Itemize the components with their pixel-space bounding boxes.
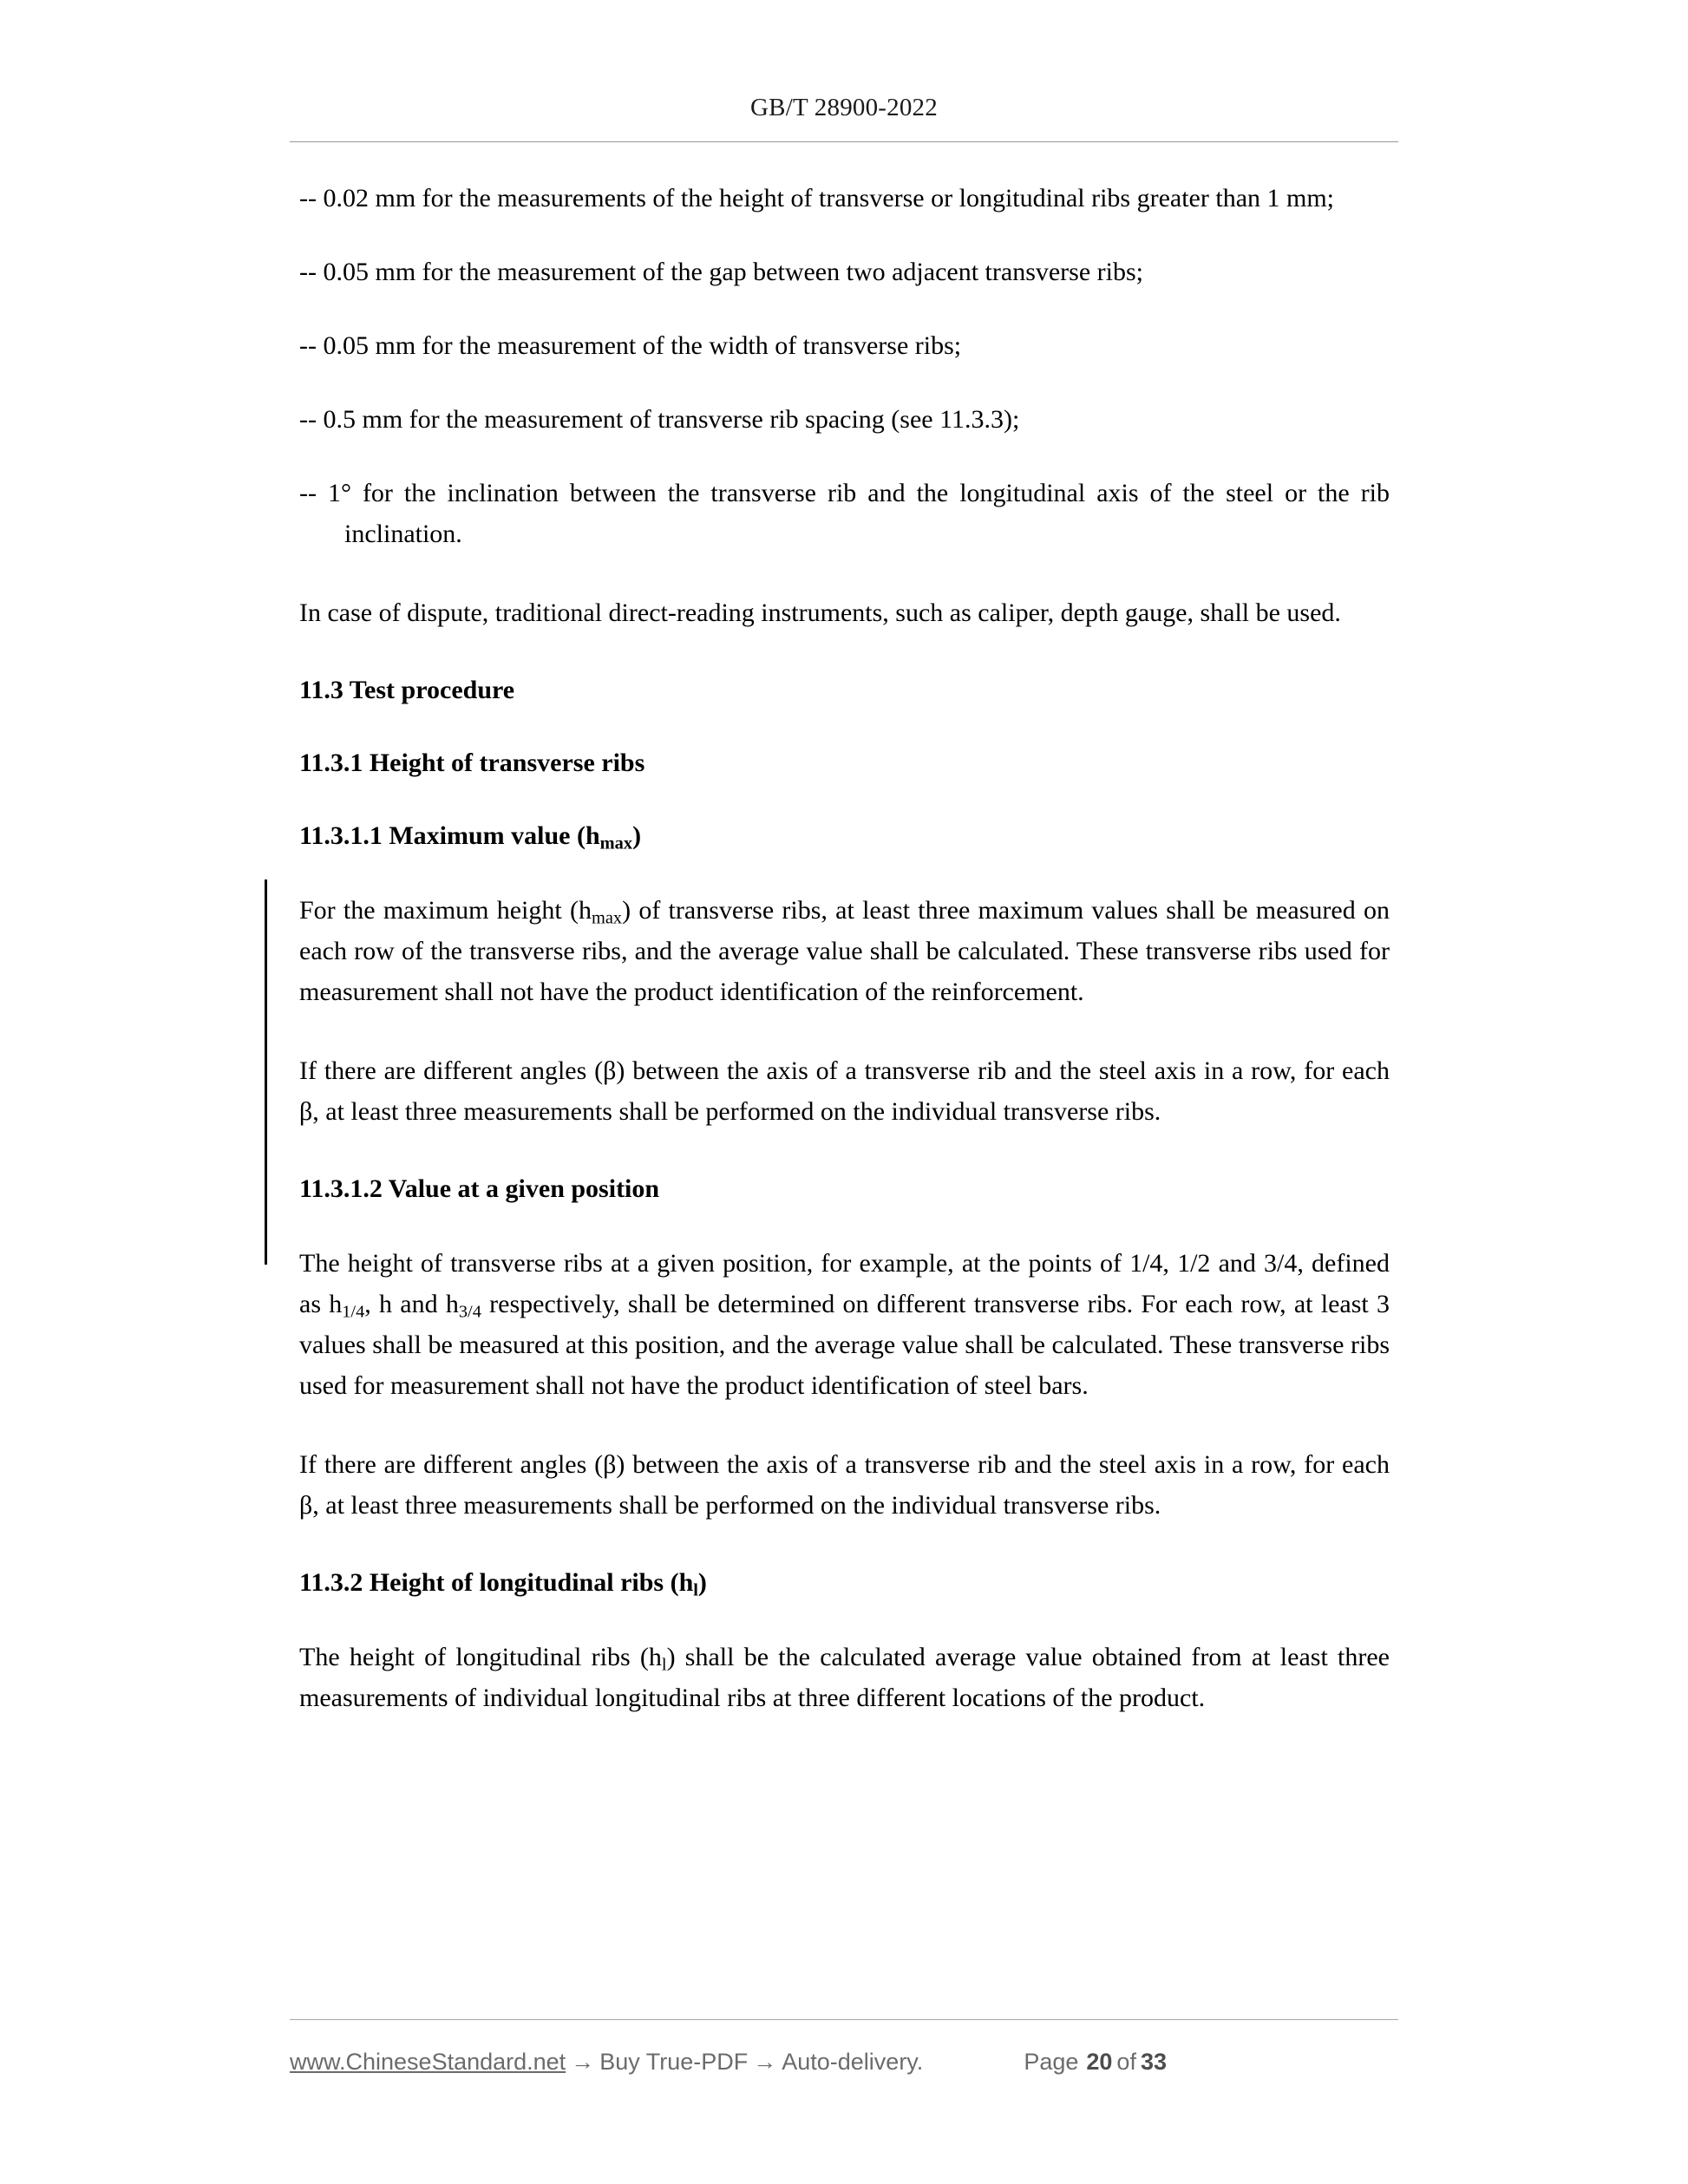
footer-delivery-text: Auto-delivery.	[782, 2049, 924, 2075]
subscript-max: max	[591, 908, 623, 928]
paragraph-text-part1: For the maximum height (h	[299, 896, 592, 925]
paragraph-text-part1: The height of transverse ribs at a given position, for example, at the points of 1/4, 1/2 and 3/4, defined as h	[299, 1249, 1390, 1318]
heading-11-3-1-2: 11.3.1.2 Value at a given position	[299, 1174, 660, 1203]
current-page-number: 20	[1086, 2049, 1113, 2075]
total-page-number: 33	[1140, 2049, 1167, 2075]
paragraph-text-part1: The height of longitudinal ribs (h	[299, 1643, 662, 1671]
of-label: of	[1116, 2049, 1136, 2075]
arrow-icon: →	[753, 2049, 777, 2075]
list-item: -- 0.05 mm for the measurement of the width of transverse ribs;	[299, 331, 962, 360]
paragraph-text-part2: ) of transverse ribs, at least three maximum values shall be measured on each row of the transverse ribs, and the average value shall be calculated. These transverse ribs used for measurement shall not have the product identification of the reinforcement.	[299, 896, 1390, 1006]
heading-11-3-2	[299, 1564, 1390, 1602]
heading-11-3: 11.3 Test procedure	[299, 676, 515, 704]
heading-11-3-1: 11.3.1 Height of transverse ribs	[299, 749, 645, 777]
arrow-icon: →	[571, 2049, 595, 2075]
list-item: -- 1° for the inclination between the transverse rib and the longitudinal axis of the steel or the rib inclination.	[299, 479, 1390, 548]
paragraph-given-position	[299, 1243, 1390, 1406]
header-divider	[290, 141, 1398, 142]
list-item: -- 0.05 mm for the measurement of the gap between two adjacent transverse ribs;	[299, 258, 1143, 286]
paragraph-text-part3: respectively, shall be determined on different transverse ribs. For each row, at least 3 values shall be measured at this position, and the average value shall be calculated. These transverse ribs used for measurement shall not have the product identification of steel bars.	[299, 1290, 1390, 1400]
paragraph-text-part2: , h and h	[364, 1290, 459, 1318]
subscript-max: max	[599, 834, 633, 853]
footer-promo	[290, 2049, 923, 2076]
list-item: -- 0.02 mm for the measurements of the height of transverse or longitudinal ribs greater than 1 mm;	[299, 184, 1335, 213]
subscript-three-quarter: 3/4	[458, 1302, 481, 1322]
heading-text-prefix: 11.3.1.1 Maximum value (h	[299, 821, 600, 850]
page-indicator	[1024, 2049, 1171, 2076]
page-label: Page	[1024, 2049, 1079, 2075]
page-footer	[290, 2049, 1398, 2076]
heading-text-suffix: )	[697, 1568, 707, 1597]
standard-code: GB/T 28900-2022	[750, 94, 938, 121]
subscript-one-quarter: 1/4	[342, 1302, 365, 1322]
website-link[interactable]: www.ChineseStandard.net	[290, 2049, 566, 2075]
revision-change-bar	[265, 879, 267, 1265]
paragraph-beta-angles-2: If there are different angles (β) between the axis of a transverse rib and the steel axis in a row, for each β, at least three measurements shall be performed on the individual transverse ribs.	[299, 1450, 1390, 1520]
paragraph-longitudinal-ribs	[299, 1637, 1390, 1718]
heading-text-prefix: 11.3.2 Height of longitudinal ribs (h	[299, 1568, 694, 1597]
footer-divider	[290, 2019, 1398, 2020]
document-body	[299, 178, 1390, 1756]
footer-buy-text: Buy True-PDF	[599, 2049, 749, 2075]
paragraph-text-part2: ) shall be the calculated average value obtained from at least three measurements of individual longitudinal ribs at three different locations of the product.	[299, 1643, 1390, 1712]
page-header	[290, 94, 1398, 122]
subscript-l: l	[693, 1580, 698, 1600]
paragraph-maximum-height	[299, 890, 1390, 1012]
list-item: -- 0.5 mm for the measurement of transverse rib spacing (see 11.3.3);	[299, 405, 1020, 434]
heading-text-suffix: )	[632, 821, 642, 850]
paragraph-beta-angles-1: If there are different angles (β) between the axis of a transverse rib and the steel axis in a row, for each β, at least three measurements shall be performed on the individual transverse ribs.	[299, 1056, 1390, 1126]
subscript-l: l	[661, 1655, 667, 1675]
heading-11-3-1-1	[299, 817, 1390, 855]
paragraph-dispute: In case of dispute, traditional direct-reading instruments, such as caliper, depth gauge, shall be used.	[299, 598, 1341, 627]
